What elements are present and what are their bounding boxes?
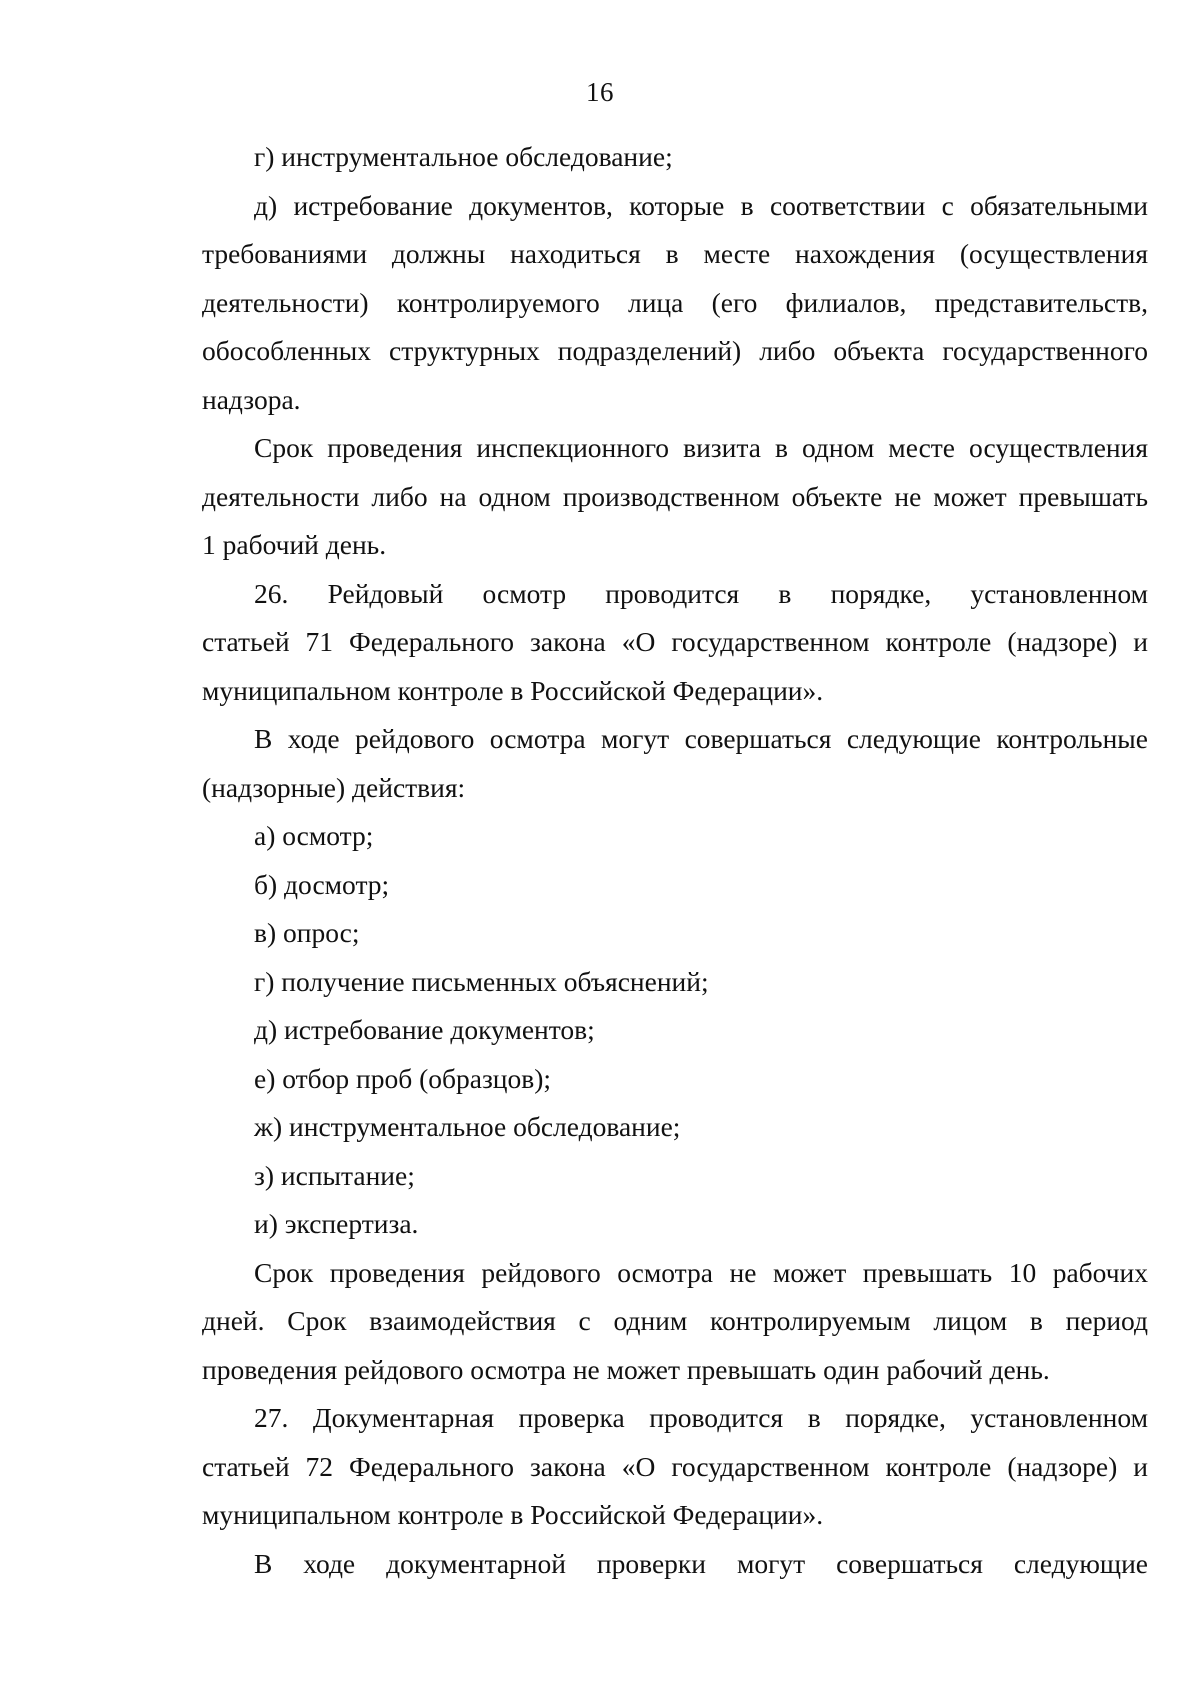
text-line: в) опрос;: [254, 917, 360, 948]
text-line: д) истребование документов, которые в соответствии с обязательными: [254, 189, 1148, 221]
text-line: обособленных структурных подразделений) либо объекта государственного: [202, 335, 1148, 366]
text-line: г) инструментальное обследование;: [254, 141, 673, 172]
text-line: Срок проведения инспекционного визита в одном месте осуществления: [254, 432, 1148, 463]
text-line: е) отбор проб (образцов);: [254, 1062, 552, 1094]
text-line: д) истребование документов;: [254, 1014, 595, 1045]
text-line: 26. Рейдовый осмотр проводится в порядке, установленном: [254, 577, 1148, 609]
text-line: деятельности) контролируемого лица (его филиалов, представительств,: [202, 286, 1148, 318]
text-line: 27. Документарная проверка проводится в порядке, установленном: [254, 1402, 1148, 1433]
text-line: В ходе рейдового осмотра могут совершаться следующие контрольные: [254, 723, 1148, 754]
text-line: статьей 72 Федерального закона «О государственном контроле (надзоре) и: [202, 1450, 1148, 1482]
text-line: з) испытание;: [254, 1159, 415, 1191]
page-number: 16: [586, 77, 614, 107]
text-line: требованиями должны находиться в месте нахождения (осуществления: [202, 238, 1148, 269]
text-line: надзора.: [202, 383, 301, 415]
text-line: дней. Срок взаимодействия с одним контролируемым лицом в период: [202, 1305, 1148, 1336]
text-line: муниципальном контроле в Российской Федерации».: [202, 674, 824, 706]
text-line: В ходе документарной проверки могут совершаться следующие: [254, 1547, 1148, 1579]
text-line: проведения рейдового осмотра не может превышать один рабочий день.: [202, 1353, 1050, 1385]
text-line: деятельности либо на одном производственном объекте не может превышать: [202, 480, 1148, 512]
document-body: [202, 133, 1148, 1588]
text-line: и) экспертиза.: [254, 1208, 419, 1239]
text-line: а) осмотр;: [254, 820, 374, 851]
text-line: (надзорные) действия:: [202, 771, 466, 803]
text-line: ж) инструментальное обследование;: [254, 1111, 681, 1142]
text-line: Срок проведения рейдового осмотра не может превышать 10 рабочих: [254, 1256, 1148, 1288]
text-line: статьей 71 Федерального закона «О государственном контроле (надзоре) и: [202, 626, 1148, 657]
text-line: муниципальном контроле в Российской Федерации».: [202, 1499, 824, 1530]
text-line: г) получение письменных объяснений;: [254, 965, 709, 997]
text-line: 1 рабочий день.: [202, 529, 387, 560]
text-line: б) досмотр;: [254, 868, 390, 900]
